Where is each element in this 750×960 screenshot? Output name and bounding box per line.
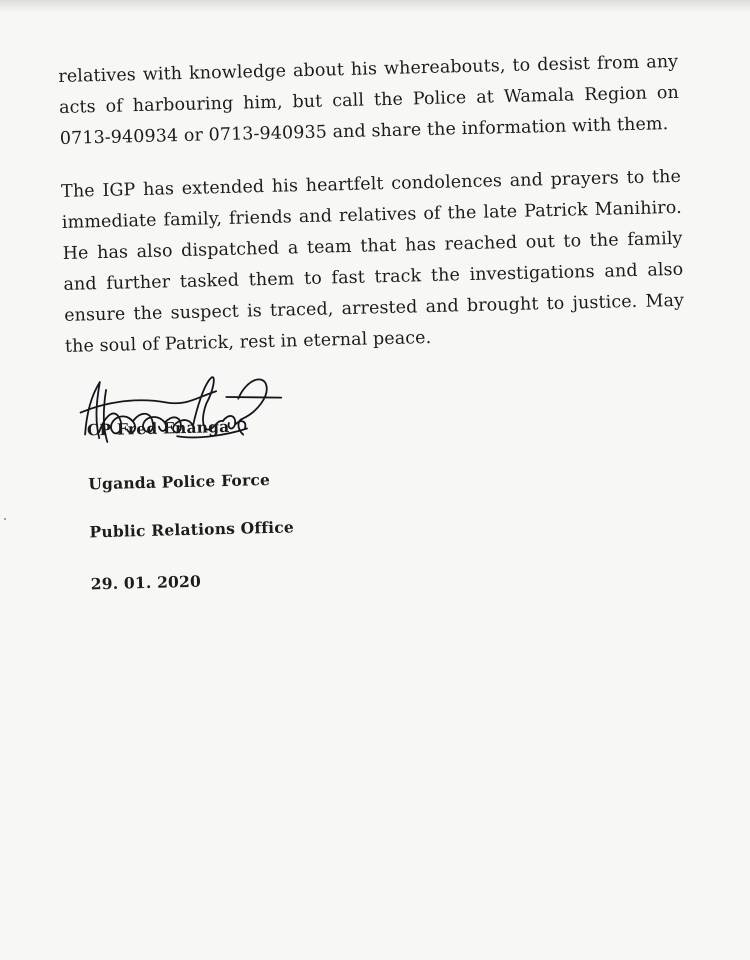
handwritten-signature bbox=[76, 368, 288, 453]
office-name: Public Relations Office bbox=[89, 517, 295, 542]
document-date: 29. 01. 2020 bbox=[90, 571, 202, 594]
page-speck bbox=[4, 518, 6, 520]
signatory-name: CP Fred Enanga bbox=[86, 416, 230, 440]
signature-block bbox=[66, 362, 691, 607]
page-top-edge-shadow bbox=[0, 0, 750, 12]
body-paragraph-1: relatives with knowledge about his whereabouts, to desist from any acts of harbouring him, but call the Police at Wamala Region on 0713-940934 or 0713-940935 and share the information with them. bbox=[58, 51, 680, 149]
body-paragraph-2: The IGP has extended his heartfelt condolences and prayers to the immediate family, friends and relatives of the late Patrick Manihiro. He has also dispatched a team that has reached out to the family and further tasked them to fast track the investigations and also ensure the suspect is traced, arrested and brought to justice. May the soul of Patrick, rest in eternal peace. bbox=[60, 166, 685, 357]
organization-name: Uganda Police Force bbox=[88, 469, 271, 494]
press-release-page bbox=[58, 47, 691, 607]
